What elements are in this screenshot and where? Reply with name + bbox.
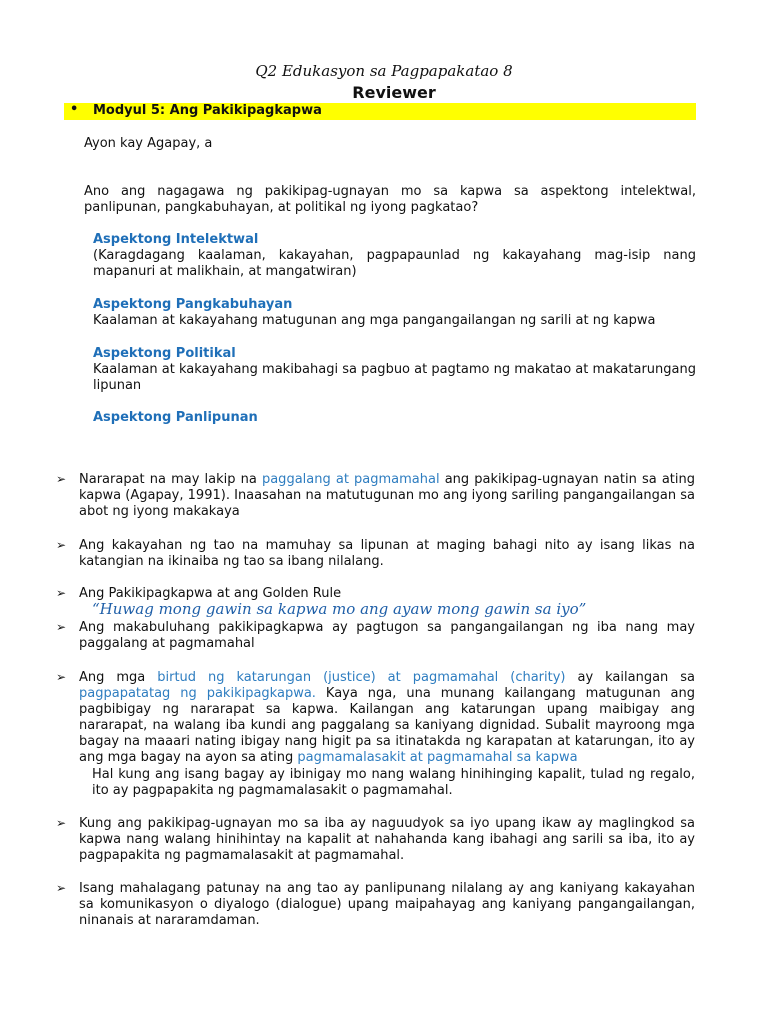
aspect-body-pangkabuhayan: Kaalaman at kakayahang matugunan ang mga pangangailangan ng sarili at ng kapwa	[93, 313, 656, 328]
aspect-heading-intelektwal: Aspektong Intelektwal	[93, 232, 259, 247]
golden-rule-quote: “Huwag mong gawin sa kapwa mo ang ayaw mong gawin sa iyo”	[92, 600, 587, 618]
list-item: Isang mahalagang patunay na ang tao ay panlipunang nilalang ay ang kaniyang kakayahan sa komunikasyon o diyalogo (dialogue) upang maipahayag ang kaniyang pangangailangan, ninanais at nararamdaman.	[79, 881, 695, 928]
arrow-bullet-icon: ➢	[56, 538, 67, 552]
intro-question: Ano ang nagagawa ng pakikipag-ugnayan mo sa kapwa sa aspektong intelektwal, panlipunan, pangkabuhayan, at politikal ng iyong pagkatao?	[84, 184, 696, 215]
list-item-example: Hal kung ang isang bagay ay ibinigay mo nang walang hinihinging kapalit, tulad ng regalo, ito ay pagpapakita ng pagmamalasakit o pagmamahal.	[92, 767, 695, 798]
aspect-heading-panlipunan: Aspektong Panlipunan	[93, 410, 258, 425]
list-item: Ang makabuluhang pakikipagkapwa ay pagtugon sa pangangailangan ng iba nang may paggalang at pagmamahal	[79, 620, 695, 651]
aspect-body-intelektwal: (Karagdagang kaalaman, kakayahan, pagpapaunlad ng kakayahang mag-isip nang mapanuri at malikhain, at mangatwiran)	[93, 248, 696, 279]
arrow-bullet-icon: ➢	[56, 816, 67, 830]
arrow-bullet-icon: ➢	[56, 472, 67, 486]
arrow-bullet-icon: ➢	[56, 586, 67, 600]
bullet-icon: •	[70, 102, 79, 117]
aspect-heading-politikal: Aspektong Politikal	[93, 346, 236, 361]
arrow-bullet-icon: ➢	[56, 881, 67, 895]
page-subtitle: Reviewer	[352, 83, 436, 102]
list-item: Ang Pakikipagkapwa at ang Golden Rule	[79, 586, 342, 601]
highlighted-term: pagpapatatag ng pakikipagkapwa.	[79, 686, 316, 701]
list-item: Nararapat na may lakip na paggalang at pagmamahal ang pakikipag-ugnayan natin sa ating kapwa (Agapay, 1991). Inaasahan na matutugunan mo ang iyong sariling pangangailangan sa abot ng iyong makakaya	[79, 472, 695, 519]
highlighted-term: birtud ng katarungan (justice) at pagmamahal (charity)	[157, 670, 566, 685]
list-item: Kung ang pakikipag-ugnayan mo sa iba ay naguudyok sa iyo upang ikaw ay maglingkod sa kapwa nang walang hinihintay na kapalit at nahahanda kang ibahagi ang sarili sa iba, ito ay pagpapakita ng pagmamalasakit at pagmamahal.	[79, 816, 695, 863]
aspect-body-politikal: Kaalaman at kakayahang makibahagi sa pagbuo at pagtamo ng makatao at makatarungang lipunan	[93, 362, 696, 393]
intro-source: Ayon kay Agapay, a	[84, 136, 213, 151]
list-item: Ang mga birtud ng katarungan (justice) at pagmamahal (charity) ay kailangan sa pagpapatatag ng pakikipagkapwa. Kaya nga, una munang kailangang matugunan ang pagbibigay ng nararapat sa kapwa. Kailangan ang katarungan upang maibigay ang nararapat, na walang iba kundi ang paggalang sa kaniyang dignidad. Subalit mayroong mga bagay na maaari nating ibigay nang higit pa sa itinatakda ng karapatan at katarungan, ito ay ang mga bagay na ayon sa ating pagmamalasakit at pagmamahal sa kapwa	[79, 670, 696, 765]
arrow-bullet-icon: ➢	[56, 620, 67, 634]
aspect-heading-pangkabuhayan: Aspektong Pangkabuhayan	[93, 297, 293, 312]
page-title: Q2 Edukasyon sa Pagpapakatao 8	[255, 62, 513, 80]
highlighted-term: paggalang at pagmamahal	[261, 472, 440, 487]
list-item: Ang kakayahan ng tao na mamuhay sa lipunan at maging bahagi nito ay isang likas na katangian na ikinaiba ng tao sa ibang nilalang.	[79, 538, 695, 569]
arrow-bullet-icon: ➢	[56, 670, 67, 684]
highlighted-term: pagmamalasakit at pagmamahal sa kapwa	[297, 750, 578, 765]
module-heading: Modyul 5: Ang Pakikipagkapwa	[93, 103, 322, 118]
